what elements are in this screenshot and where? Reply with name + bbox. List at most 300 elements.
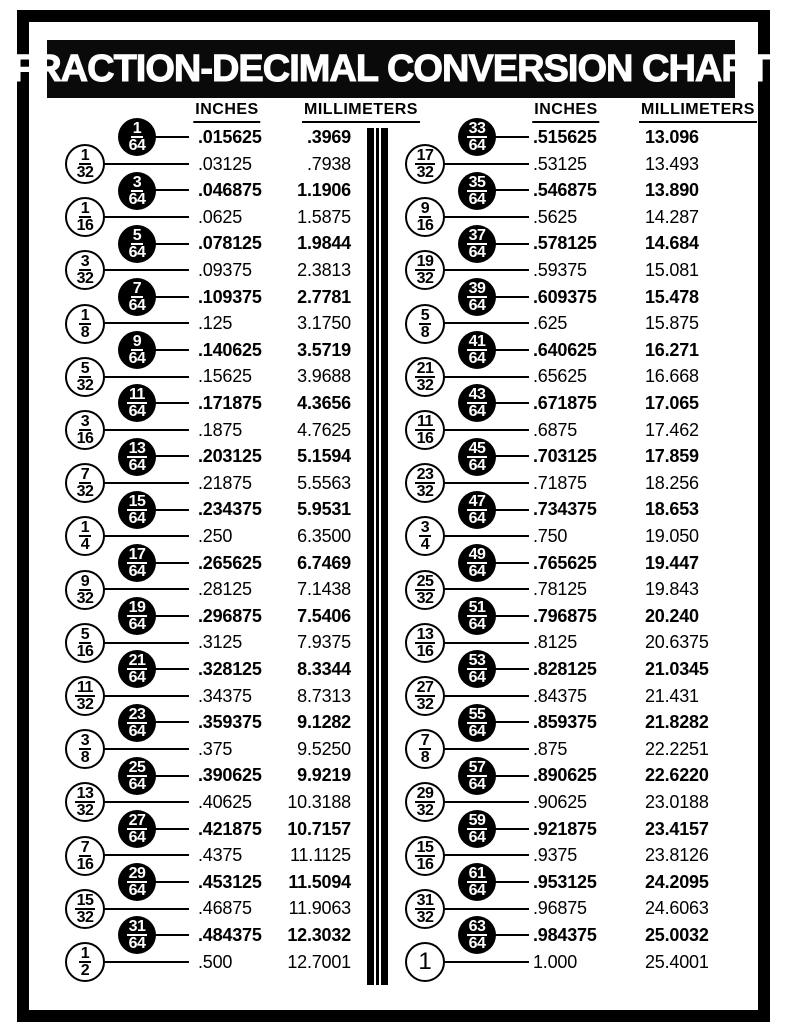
inches-value: .8125 — [533, 632, 578, 653]
fraction-numerator: 3 — [132, 173, 142, 191]
fraction-numerator: 3 — [420, 519, 430, 537]
connector-line — [495, 881, 529, 883]
fraction-badge — [458, 438, 496, 476]
fraction-badge — [118, 491, 156, 529]
mm-value: 11.9063 — [288, 898, 351, 919]
inches-value: .15625 — [198, 366, 252, 387]
inches-value: .203125 — [198, 446, 262, 467]
fraction-denominator: 64 — [468, 296, 486, 314]
table-row — [47, 200, 367, 235]
inches-value: .234375 — [198, 499, 262, 520]
fraction-denominator: 32 — [416, 483, 434, 501]
mm-value: 16.668 — [645, 366, 699, 387]
inches-value: .921875 — [533, 818, 597, 839]
connector-line — [103, 588, 189, 590]
header-millimeters-left: MILLIMETERS — [302, 101, 420, 123]
inches-value: .250 — [198, 526, 233, 546]
fraction-badge — [118, 544, 156, 582]
inches-value: .9375 — [533, 845, 578, 866]
fraction-numerator: 31 — [416, 891, 434, 909]
fraction-badge — [65, 144, 105, 184]
mm-value: 1.1906 — [297, 180, 351, 201]
mm-value: 1.9844 — [297, 233, 351, 254]
mm-value: 14.287 — [645, 206, 699, 227]
connector-line — [103, 376, 189, 378]
fraction-badge — [405, 463, 445, 503]
inches-value: .703125 — [533, 446, 597, 467]
fraction-denominator: 64 — [468, 509, 486, 527]
inches-value: .859375 — [533, 712, 597, 733]
fraction-numerator: 19 — [128, 599, 146, 617]
fraction-denominator: 32 — [416, 908, 434, 926]
mm-value: 7.1438 — [297, 579, 351, 600]
fraction-denominator: 16 — [416, 429, 434, 447]
mm-value: 17.065 — [645, 393, 699, 413]
fraction-badge — [118, 438, 156, 476]
fraction-denominator: 64 — [128, 616, 146, 634]
fraction-denominator: 32 — [76, 908, 94, 926]
connector-line — [155, 934, 189, 936]
inches-value: .84375 — [533, 685, 587, 706]
connector-line — [495, 455, 529, 457]
fraction-badge — [65, 729, 105, 769]
inches-value: .515625 — [533, 127, 597, 147]
mm-value: 13.493 — [645, 153, 699, 174]
inches-value: .09375 — [198, 260, 252, 280]
connector-line — [495, 402, 529, 404]
fraction-denominator: 64 — [128, 190, 146, 208]
fraction-numerator: 3 — [80, 732, 90, 750]
table-row — [387, 865, 727, 900]
connector-line — [155, 296, 189, 298]
fraction-numerator: 25 — [416, 572, 434, 590]
fraction-denominator: 4 — [80, 536, 90, 554]
table-row — [387, 758, 727, 793]
mm-value: .7938 — [306, 153, 351, 174]
inches-value: .640625 — [533, 339, 597, 360]
mm-value: 6.3500 — [297, 526, 351, 546]
right-column — [387, 120, 727, 976]
connector-line — [495, 509, 529, 511]
mm-value: 8.3344 — [297, 659, 351, 679]
inches-value: .890625 — [533, 765, 597, 786]
inches-value: .1875 — [198, 419, 243, 440]
fraction-numerator: 1 — [80, 519, 90, 537]
fraction-denominator: 64 — [468, 722, 486, 740]
fraction-badge — [405, 570, 445, 610]
fraction-denominator: 64 — [468, 403, 486, 421]
connector-line — [155, 562, 189, 564]
mm-value: 4.7625 — [297, 419, 351, 440]
fraction-badge — [118, 704, 156, 742]
connector-line — [155, 775, 189, 777]
inches-value: .015625 — [198, 127, 262, 147]
fraction-numerator: 9 — [420, 200, 430, 218]
table-row — [387, 918, 727, 953]
connector-line — [495, 668, 529, 670]
mm-value: 2.7781 — [297, 286, 351, 307]
connector-line — [155, 189, 189, 191]
fraction-badge — [405, 304, 445, 344]
connector-line — [443, 216, 529, 218]
fraction-numerator: 1 — [132, 120, 142, 138]
fraction-denominator: 64 — [468, 882, 486, 900]
divider-bar — [376, 128, 379, 985]
fraction-badge — [118, 863, 156, 901]
fraction-denominator: 16 — [76, 855, 94, 873]
connector-line — [103, 854, 189, 856]
connector-line — [443, 429, 529, 431]
fraction-numerator: 7 — [420, 732, 430, 750]
fraction-denominator: 32 — [76, 270, 94, 288]
fraction-denominator: 64 — [128, 509, 146, 527]
fraction-denominator: 4 — [420, 536, 430, 554]
fraction-badge — [405, 144, 445, 184]
fraction-numerator: 63 — [468, 918, 486, 936]
inches-value: 1.000 — [533, 951, 578, 972]
connector-line — [495, 562, 529, 564]
fraction-denominator: 64 — [128, 243, 146, 261]
connector-line — [495, 828, 529, 830]
fraction-denominator: 64 — [128, 828, 146, 846]
fraction-badge: 1 — [405, 942, 445, 982]
mm-value: 16.271 — [645, 339, 699, 360]
fraction-badge — [458, 172, 496, 210]
inches-value: .40625 — [198, 792, 252, 812]
fraction-denominator: 64 — [468, 616, 486, 634]
inches-value: .21875 — [198, 472, 252, 493]
mm-value: 13.890 — [645, 180, 699, 201]
fraction-badge — [118, 810, 156, 848]
fraction-badge — [65, 676, 105, 716]
fraction-numerator: 3 — [80, 412, 90, 430]
fraction-denominator: 64 — [128, 296, 146, 314]
fraction-numerator: 29 — [416, 785, 434, 803]
connector-line — [103, 908, 189, 910]
connector-line — [155, 243, 189, 245]
mm-value: 23.8126 — [645, 845, 709, 866]
fraction-numerator: 13 — [128, 439, 146, 457]
inches-value: .453125 — [198, 871, 262, 892]
fraction-denominator: 64 — [128, 562, 146, 580]
inches-value: .96875 — [533, 898, 587, 919]
table-row — [47, 732, 367, 767]
inches-value: .78125 — [533, 579, 587, 600]
fraction-denominator: 64 — [468, 828, 486, 846]
mm-value: 22.2251 — [645, 738, 709, 759]
fraction-numerator: 53 — [468, 652, 486, 670]
mm-value: 10.7157 — [287, 818, 351, 839]
connector-line — [155, 455, 189, 457]
connector-line — [103, 482, 189, 484]
fraction-denominator: 64 — [128, 882, 146, 900]
mm-value: 17.462 — [645, 419, 699, 440]
connector-line — [155, 136, 189, 138]
inches-value: .265625 — [198, 552, 262, 573]
fraction-numerator: 61 — [468, 865, 486, 883]
fraction-numerator: 13 — [76, 785, 94, 803]
left-column — [47, 120, 367, 979]
fraction-numerator: 31 — [128, 918, 146, 936]
fraction-denominator: 16 — [416, 217, 434, 235]
header-inches-right: INCHES — [532, 101, 599, 123]
mm-value: 19.843 — [645, 579, 699, 600]
connector-line — [155, 349, 189, 351]
fraction-denominator: 64 — [468, 456, 486, 474]
fraction-badge — [65, 304, 105, 344]
inches-value: .750 — [533, 526, 568, 546]
inches-value: .375 — [198, 738, 233, 759]
center-divider — [367, 128, 388, 985]
fraction-badge — [405, 197, 445, 237]
fraction-badge — [65, 623, 105, 663]
mm-value: 6.7469 — [297, 552, 351, 573]
fraction-badge — [458, 597, 496, 635]
connector-line — [443, 322, 529, 324]
mm-value: 25.4001 — [645, 951, 709, 972]
fraction-numerator: 7 — [80, 838, 90, 856]
fraction-denominator: 32 — [416, 695, 434, 713]
connector-line — [103, 801, 189, 803]
fraction-numerator: 5 — [80, 625, 90, 643]
mm-value: 19.447 — [645, 552, 699, 573]
fraction-numerator: 57 — [468, 758, 486, 776]
fraction-numerator: 11 — [129, 386, 145, 404]
mm-value: 9.1282 — [297, 712, 351, 733]
inches-value: .125 — [198, 313, 233, 334]
connector-line — [495, 934, 529, 936]
connector-line — [443, 908, 529, 910]
mm-value: .3969 — [306, 127, 351, 147]
fraction-denominator: 32 — [416, 589, 434, 607]
fraction-numerator: 23 — [128, 705, 146, 723]
inches-value: .65625 — [533, 366, 587, 387]
table-row — [387, 306, 727, 341]
fraction-numerator: 59 — [468, 811, 486, 829]
fraction-denominator: 64 — [468, 350, 486, 368]
fraction-denominator: 64 — [128, 669, 146, 687]
mm-value: 19.050 — [645, 526, 699, 546]
connector-line — [495, 615, 529, 617]
mm-value: 14.684 — [645, 233, 699, 254]
connector-line — [443, 961, 529, 963]
fraction-badge — [118, 331, 156, 369]
fraction-badge — [405, 357, 445, 397]
fraction-badge — [118, 757, 156, 795]
fraction-denominator: 32 — [76, 483, 94, 501]
fraction-numerator: 7 — [80, 466, 90, 484]
connector-line — [155, 615, 189, 617]
fraction-denominator: 64 — [468, 935, 486, 953]
inches-value: .34375 — [198, 685, 252, 706]
inches-value: .296875 — [198, 605, 262, 626]
mm-value: 15.875 — [645, 313, 699, 334]
fraction-badge — [458, 278, 496, 316]
connector-line — [103, 535, 189, 537]
fraction-denominator: 64 — [128, 775, 146, 793]
fraction-denominator: 32 — [76, 695, 94, 713]
table-row — [387, 572, 727, 607]
inches-value: .734375 — [533, 499, 597, 520]
connector-line — [495, 349, 529, 351]
inches-value: .578125 — [533, 233, 597, 254]
fraction-badge — [458, 544, 496, 582]
table-row — [387, 838, 727, 873]
connector-line — [495, 136, 529, 138]
mm-value: 4.3656 — [297, 393, 351, 413]
fraction-badge — [65, 357, 105, 397]
fraction-denominator: 32 — [76, 802, 94, 820]
table-row — [387, 545, 727, 580]
mm-value: 21.8282 — [645, 712, 709, 733]
connector-line — [443, 748, 529, 750]
inches-value: .671875 — [533, 393, 597, 413]
mm-value: 21.0345 — [645, 659, 709, 679]
inches-value: .4375 — [198, 845, 243, 866]
fraction-denominator: 32 — [416, 270, 434, 288]
connector-line — [103, 269, 189, 271]
fraction-badge — [458, 704, 496, 742]
fraction-numerator: 39 — [468, 279, 486, 297]
inches-value: .625 — [533, 313, 568, 334]
fraction-badge — [118, 225, 156, 263]
connector-line — [103, 429, 189, 431]
table-row — [387, 949, 727, 976]
mm-value: 11.5094 — [288, 871, 351, 892]
fraction-numerator: 21 — [128, 652, 146, 670]
inches-value: .0625 — [198, 206, 243, 227]
inches-value: .765625 — [533, 552, 597, 573]
inches-value: .03125 — [198, 153, 252, 174]
mm-value: 13.096 — [645, 127, 699, 147]
fraction-badge — [118, 597, 156, 635]
connector-line — [103, 642, 189, 644]
inches-value: .359375 — [198, 712, 262, 733]
fraction-badge — [118, 278, 156, 316]
connector-line — [443, 535, 529, 537]
mm-value: 20.240 — [645, 605, 699, 626]
connector-line — [495, 243, 529, 245]
fraction-numerator: 9 — [80, 572, 90, 590]
fraction-badge — [65, 197, 105, 237]
fraction-numerator: 47 — [468, 492, 486, 510]
title-banner — [12, 40, 770, 98]
connector-line — [495, 189, 529, 191]
fraction-numerator: 45 — [468, 439, 486, 457]
mm-value: 10.3188 — [287, 792, 351, 812]
fraction-numerator: 35 — [468, 173, 486, 191]
inches-value: .328125 — [198, 659, 262, 679]
mm-value: 12.7001 — [287, 951, 351, 972]
fraction-denominator: 64 — [468, 775, 486, 793]
fraction-denominator: 32 — [76, 589, 94, 607]
header-millimeters-right: MILLIMETERS — [639, 101, 757, 123]
fraction-numerator: 19 — [416, 253, 434, 271]
fraction-numerator: 7 — [132, 279, 142, 297]
fraction-badge — [65, 463, 105, 503]
mm-value: 21.431 — [645, 685, 699, 706]
inches-value: .71875 — [533, 472, 587, 493]
fraction-numerator: 15 — [128, 492, 146, 510]
fraction-badge — [405, 729, 445, 769]
fraction-numerator: 23 — [416, 466, 434, 484]
fraction-numerator: 27 — [128, 811, 146, 829]
inches-value: .390625 — [198, 765, 262, 786]
fraction-badge — [458, 863, 496, 901]
mm-value: 3.1750 — [297, 313, 351, 334]
inches-value: .484375 — [198, 925, 262, 945]
inches-value: .5625 — [533, 206, 578, 227]
connector-line — [103, 748, 189, 750]
fraction-numerator: 43 — [468, 386, 486, 404]
inches-value: .546875 — [533, 180, 597, 201]
connector-line — [443, 642, 529, 644]
mm-value: 3.9688 — [297, 366, 351, 387]
fraction-numerator: 17 — [416, 146, 434, 164]
fraction-numerator: 29 — [128, 865, 146, 883]
inches-value: .046875 — [198, 180, 262, 201]
fraction-numerator: 5 — [132, 226, 142, 244]
fraction-denominator: 64 — [468, 190, 486, 208]
table-row — [47, 306, 367, 341]
fraction-numerator: 9 — [132, 333, 142, 351]
inches-value: .59375 — [533, 260, 587, 280]
fraction-badge — [65, 410, 105, 450]
table-row — [47, 838, 367, 873]
mm-value: 15.478 — [645, 286, 699, 307]
fraction-numerator: 55 — [468, 705, 486, 723]
connector-line — [443, 801, 529, 803]
fraction-badge — [65, 570, 105, 610]
fraction-numerator: 17 — [128, 545, 146, 563]
fraction-numerator: 49 — [468, 545, 486, 563]
fraction-denominator: 8 — [80, 323, 90, 341]
inches-value: .171875 — [198, 393, 262, 413]
fraction-denominator: 64 — [128, 935, 146, 953]
fraction-badge — [65, 942, 105, 982]
fraction-denominator: 64 — [128, 722, 146, 740]
inches-value: .53125 — [533, 153, 587, 174]
inches-value: .796875 — [533, 605, 597, 626]
fraction-numerator: 1 — [80, 200, 90, 218]
connector-line — [103, 961, 189, 963]
fraction-numerator: 15 — [76, 891, 94, 909]
connector-line — [103, 322, 189, 324]
fraction-numerator: 33 — [468, 120, 486, 138]
mm-value: 9.9219 — [297, 765, 351, 786]
mm-value: 18.256 — [645, 472, 699, 493]
fraction-badge — [405, 623, 445, 663]
connector-line — [155, 509, 189, 511]
fraction-badge — [118, 172, 156, 210]
header-inches-left: INCHES — [193, 101, 260, 123]
fraction-badge — [405, 836, 445, 876]
fraction-denominator: 32 — [416, 376, 434, 394]
inches-value: .28125 — [198, 579, 252, 600]
inches-value: .984375 — [533, 925, 597, 945]
inches-value: .140625 — [198, 339, 262, 360]
connector-line — [155, 402, 189, 404]
inches-value: .500 — [198, 951, 233, 972]
fraction-badge — [458, 757, 496, 795]
fraction-denominator: 64 — [468, 243, 486, 261]
mm-value: 7.9375 — [297, 632, 351, 653]
fraction-badge — [405, 889, 445, 929]
mm-value: 5.9531 — [297, 499, 351, 520]
connector-line — [103, 695, 189, 697]
fraction-numerator: 37 — [468, 226, 486, 244]
connector-line — [103, 163, 189, 165]
